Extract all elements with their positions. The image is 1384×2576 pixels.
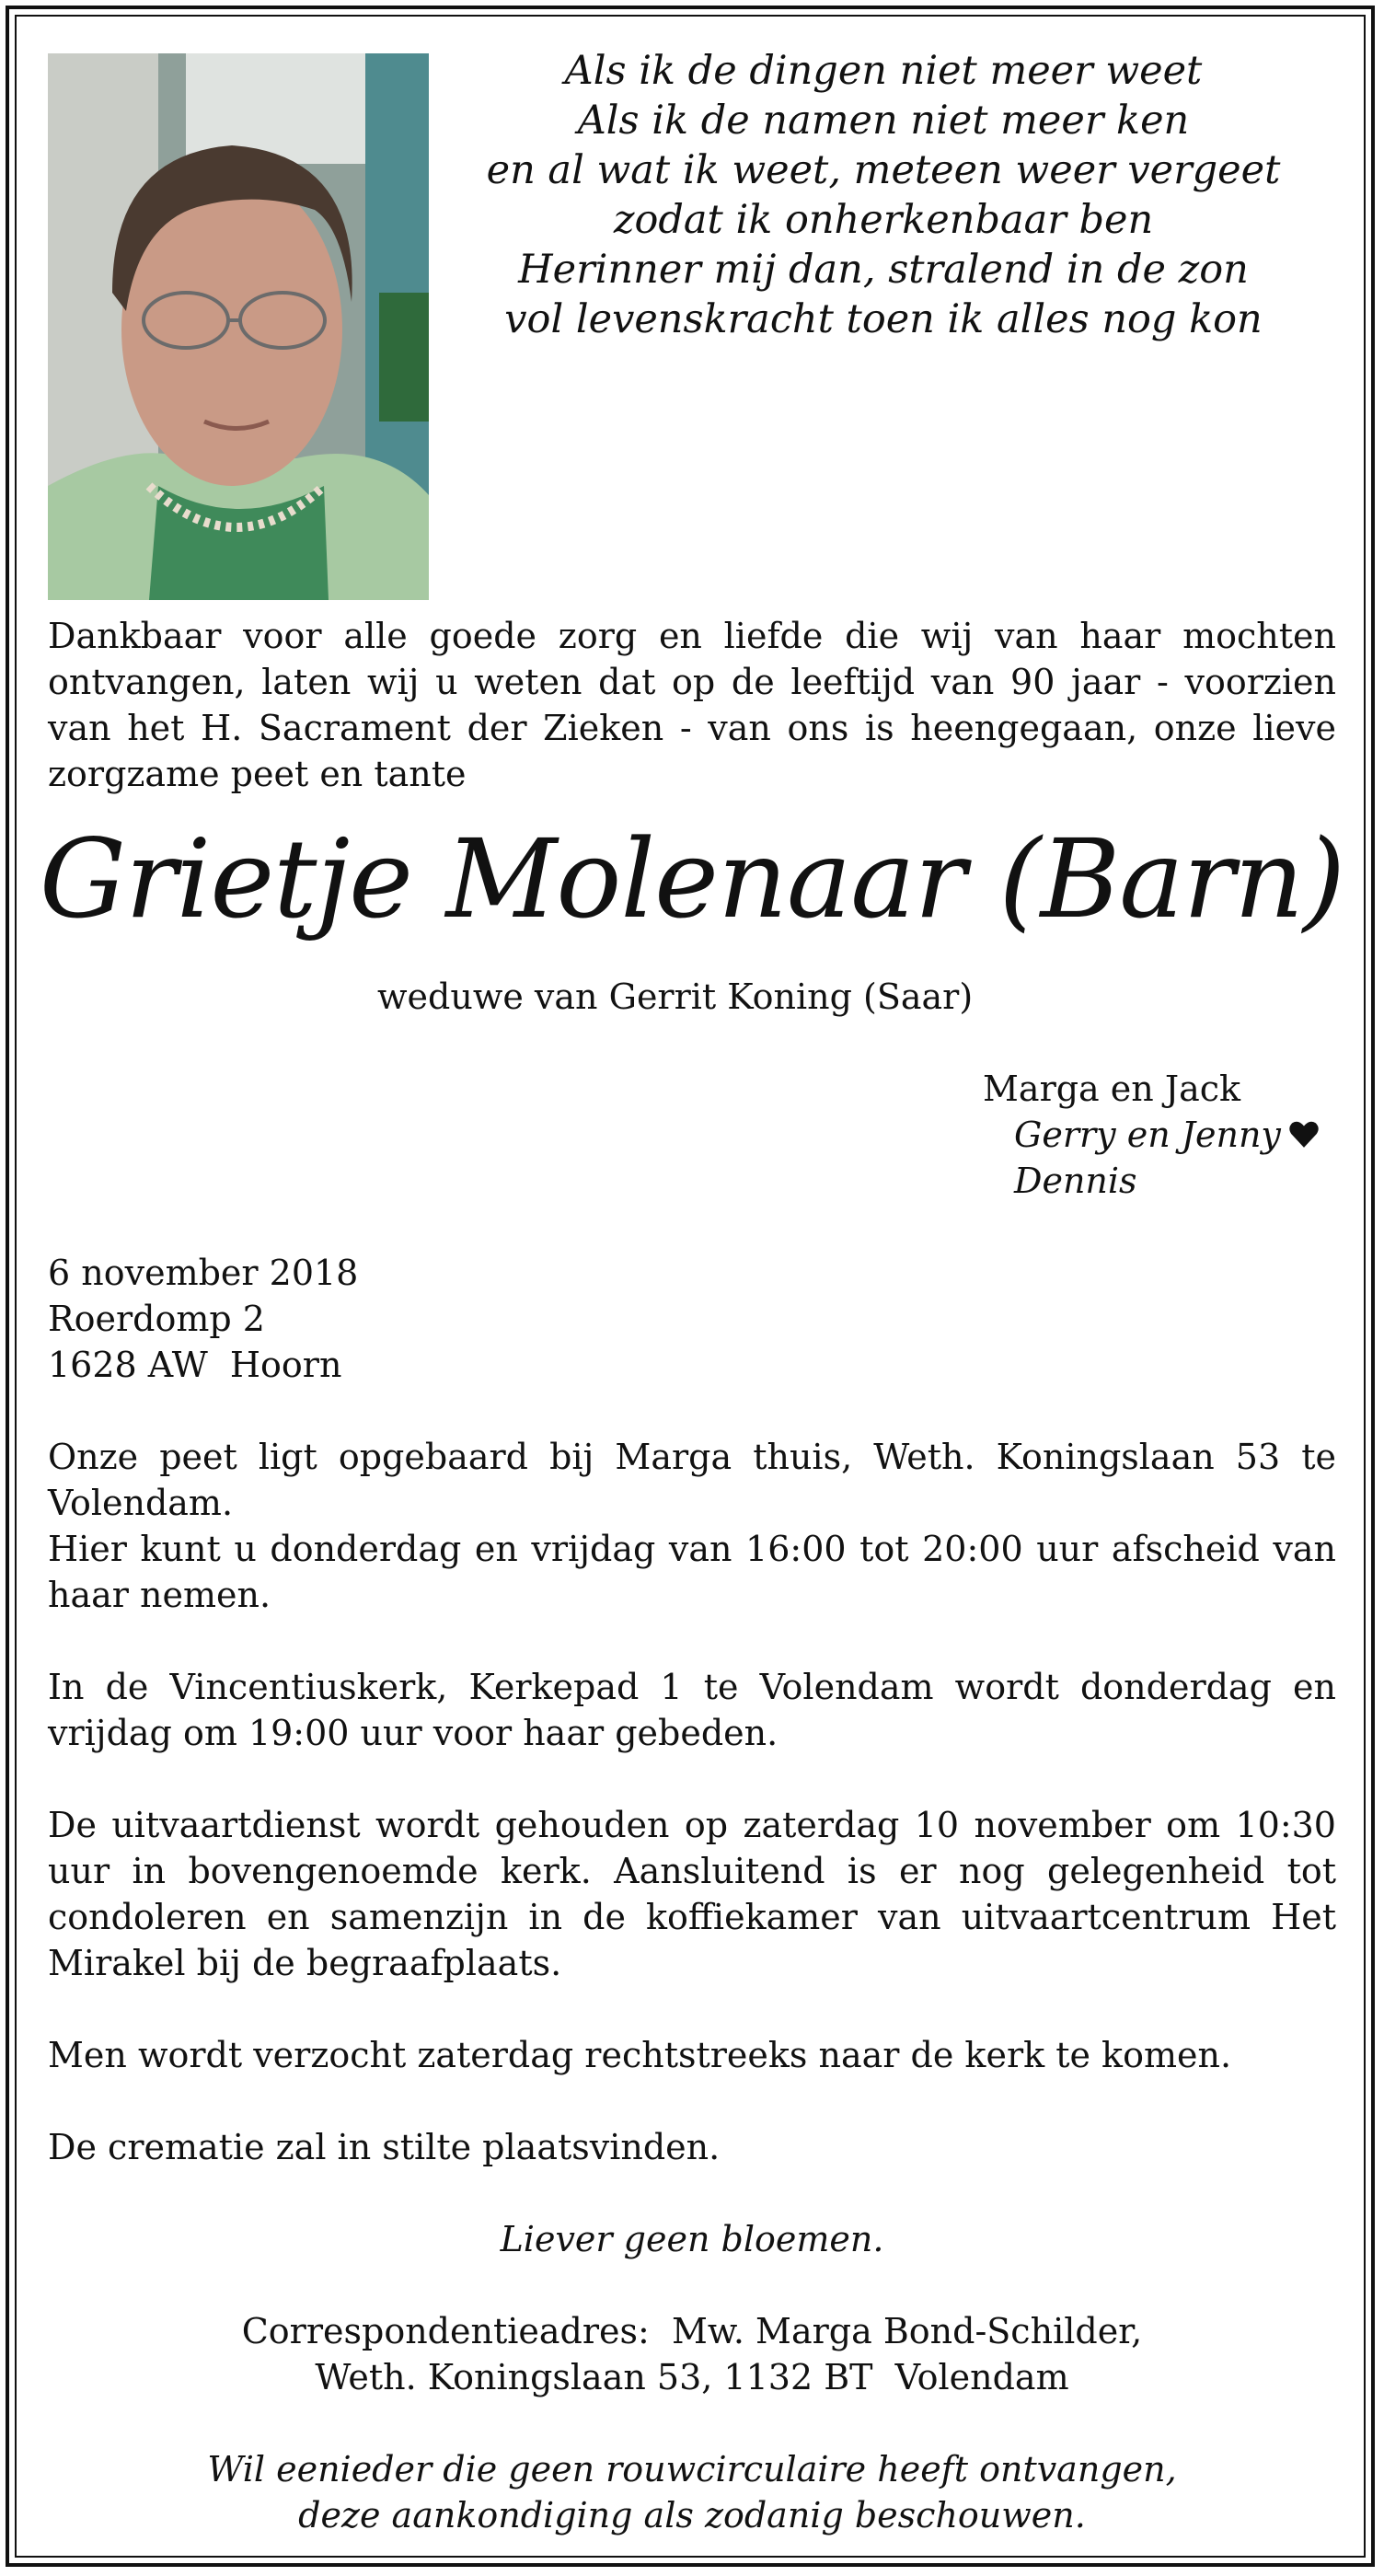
poem-line: Als ik de namen niet meer ken	[577, 98, 1190, 144]
address-block	[48, 1250, 358, 1388]
body-line: condoleren en samenzijn in de koffiekamer van uitvaartcentrum Het	[48, 1897, 1336, 1937]
closing-line: deze aankondiging als zodanig beschouwen.	[298, 2495, 1086, 2536]
flowers-line: Liever geen bloemen.	[500, 2219, 884, 2259]
poem-line: en al wat ik weet, meteen weer vergeet	[486, 147, 1281, 193]
poem-line: Herinner mij dan, stralend in de zon	[518, 247, 1249, 293]
body-line: haar nemen.	[48, 1575, 271, 1615]
body-line: De uitvaartdienst wordt gehouden op zaterdag 10 november om 10:30	[48, 1805, 1336, 1845]
widow-line: weduwe van Gerrit Koning (Saar)	[377, 976, 974, 1017]
intro-line: ontvangen, laten wij u weten dat op de leeftijd van 90 jaar - voorzien	[48, 662, 1336, 702]
flowers-note	[48, 2216, 1336, 2262]
spacer	[48, 1756, 1336, 1802]
date-line: 6 november 2018	[48, 1253, 359, 1293]
poem-line: zodat ik onherkenbaar ben	[613, 197, 1154, 243]
portrait-illustration	[48, 53, 429, 600]
poem	[460, 46, 1307, 344]
intro-line: zorgzame peet en tante	[48, 754, 467, 794]
body-line: Hier kunt u donderdag en vrijdag van 16:00 tot 20:00 uur afscheid van	[48, 1529, 1336, 1569]
intro-line: Dankbaar voor alle goede zorg en liefde die wij van haar mochten	[48, 616, 1336, 656]
spacer	[48, 1618, 1336, 1664]
deceased-name: Grietje Molenaar (Barn)	[39, 815, 1345, 942]
body-text	[48, 1434, 1336, 2170]
portrait-photo	[48, 53, 429, 600]
body-line: Mirakel bij de begraafplaats.	[48, 1943, 562, 1983]
intro-paragraph	[48, 613, 1336, 797]
correspondence-line: Correspondentieadres: Mw. Marga Bond-Schilder,	[241, 2311, 1143, 2351]
spacer	[48, 2078, 1336, 2124]
spacer	[48, 1986, 1336, 2032]
city-line: 1628 AW Hoorn	[48, 1345, 342, 1385]
family-line: Marga en Jack	[983, 1069, 1241, 1109]
body-line: Onze peet ligt opgebaard bij Marga thuis, Weth. Koningslaan 53 te	[48, 1437, 1336, 1477]
family-list	[983, 1066, 1320, 1204]
correspondence-block	[48, 2308, 1336, 2400]
body-line: vrijdag om 19:00 uur voor haar gebeden.	[48, 1713, 778, 1753]
correspondence-line: Weth. Koningslaan 53, 1132 BT Volendam	[315, 2357, 1069, 2397]
body-line: Men wordt verzocht zaterdag rechtstreeks naar de kerk te komen.	[48, 2035, 1232, 2075]
closing-line: Wil eenieder die geen rouwcirculaire heeft ontvangen,	[207, 2449, 1177, 2489]
poem-line: vol levenskracht toen ik alles nog kon	[504, 296, 1263, 342]
body-line: uur in bovengenoemde kerk. Aansluitend is er nog gelegenheid tot	[48, 1851, 1336, 1891]
family-names: Gerry en Jenny	[1014, 1115, 1281, 1155]
family-line: Dennis	[1014, 1161, 1137, 1201]
body-line: Volendam.	[48, 1483, 234, 1523]
street-line: Roerdomp 2	[48, 1299, 265, 1339]
intro-line: van het H. Sacrament der Zieken - van ons is heengegaan, onze lieve	[48, 708, 1336, 748]
poem-line: Als ik de dingen niet meer weet	[564, 48, 1203, 94]
body-line: De crematie zal in stilte plaatsvinden.	[48, 2127, 721, 2167]
heart-icon	[1288, 1119, 1320, 1150]
body-line: In de Vincentiuskerk, Kerkepad 1 te Volendam wordt donderdag en	[48, 1667, 1336, 1707]
family-line-2	[983, 1112, 1320, 1158]
closing-note	[48, 2446, 1336, 2538]
